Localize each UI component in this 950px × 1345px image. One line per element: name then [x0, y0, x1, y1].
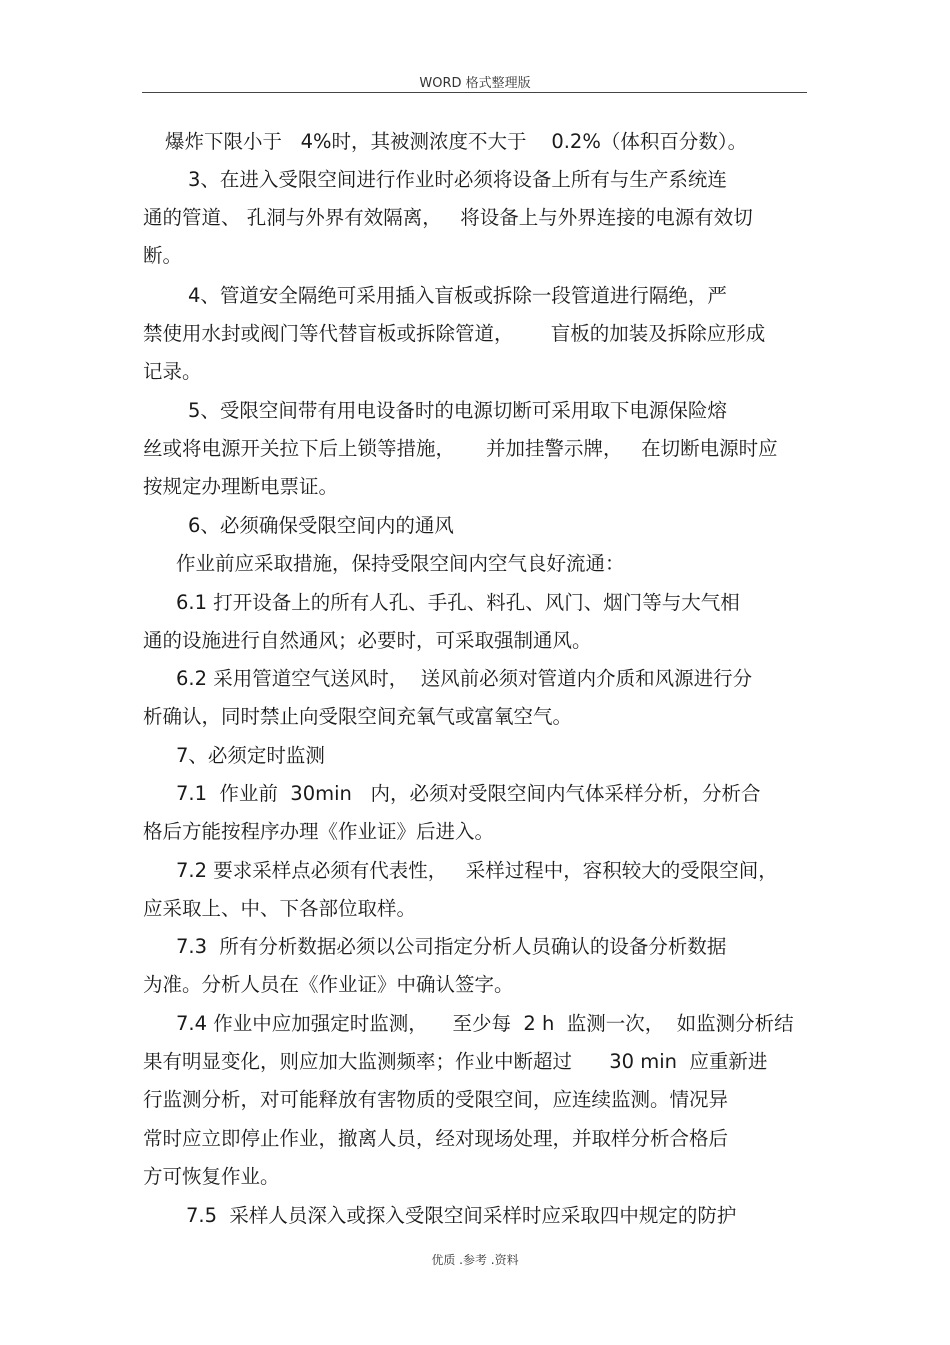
- text-line: 断。: [143, 244, 183, 267]
- text-line: 7.4 作业中应加强定时监测， 至少每 2 h 监测一次， 如监测分析结: [176, 1012, 794, 1035]
- text-line: 析确认，同时禁止向受限空间充氧气或富氧空气。: [143, 705, 573, 728]
- text-line: 常时应立即停止作业，撤离人员，经对现场处理，并取样分析合格后: [143, 1127, 729, 1150]
- text-line: 6.2 采用管道空气送风时， 送风前必须对管道内介质和风源进行分: [176, 667, 753, 690]
- text-line: 应采取上、中、下各部位取样。: [143, 897, 417, 920]
- text-line: 3、在进入受限空间进行作业时必须将设备上所有与生产系统连: [188, 168, 727, 191]
- page-footer: 优质 .参考 .资料: [431, 1253, 519, 1267]
- text-line: 为准。分析人员在《作业证》中确认签字。: [143, 973, 514, 996]
- text-line: 按规定办理断电票证。: [143, 475, 339, 498]
- text-line: 果有明显变化，则应加大监测频率；作业中断超过 30 min 应重新进: [143, 1050, 768, 1073]
- text-line: 记录。: [143, 360, 202, 383]
- text-line: 7.3 所有分析数据必须以公司指定分析人员确认的设备分析数据: [176, 935, 727, 958]
- text-line: 爆炸下限小于 4%时，其被测浓度不大于 0.2%（体积百分数）。: [165, 130, 748, 153]
- text-line: 6.1 打开设备上的所有人孔、手孔、料孔、风门、烟门等与大气相: [176, 591, 740, 614]
- text-line: 丝或将电源开关拉下后上锁等措施， 并加挂警示牌， 在切断电源时应: [143, 437, 778, 460]
- text-line: 5、受限空间带有用电设备时的电源切断可采用取下电源保险熔: [188, 399, 727, 422]
- text-line: 行监测分析，对可能释放有害物质的受限空间，应连续监测。情况异: [143, 1088, 729, 1111]
- text-line: 7.2 要求采样点必须有代表性， 采样过程中，容积较大的受限空间，: [176, 859, 778, 882]
- text-line: 4、管道安全隔绝可采用插入盲板或拆除一段管道进行隔绝，严: [188, 284, 727, 307]
- text-line: 7、必须定时监测: [176, 744, 325, 767]
- text-line: 7.5 采样人员深入或探入受限空间采样时应采取四中规定的防护: [186, 1204, 737, 1227]
- text-line: 格后方能按程序办理《作业证》后进入。: [143, 820, 495, 843]
- text-line: 通的设施进行自然通风；必要时，可采取强制通风。: [143, 629, 592, 652]
- page-header: WORD 格式整理版: [419, 76, 531, 91]
- text-line: 6、必须确保受限空间内的通风: [188, 514, 454, 537]
- text-line: 通的管道、 孔洞与外界有效隔离， 将设备上与外界连接的电源有效切: [143, 206, 753, 229]
- text-line: 方可恢复作业。: [143, 1165, 280, 1188]
- text-line: 禁使用水封或阀门等代替盲板或拆除管道， 盲板的加装及拆除应形成: [143, 322, 766, 345]
- text-line: 7.1 作业前 30min 内，必须对受限空间内气体采样分析，分析合: [176, 782, 761, 805]
- header-divider: [142, 92, 807, 93]
- text-line: 作业前应采取措施，保持受限空间内空气良好流通：: [176, 552, 625, 575]
